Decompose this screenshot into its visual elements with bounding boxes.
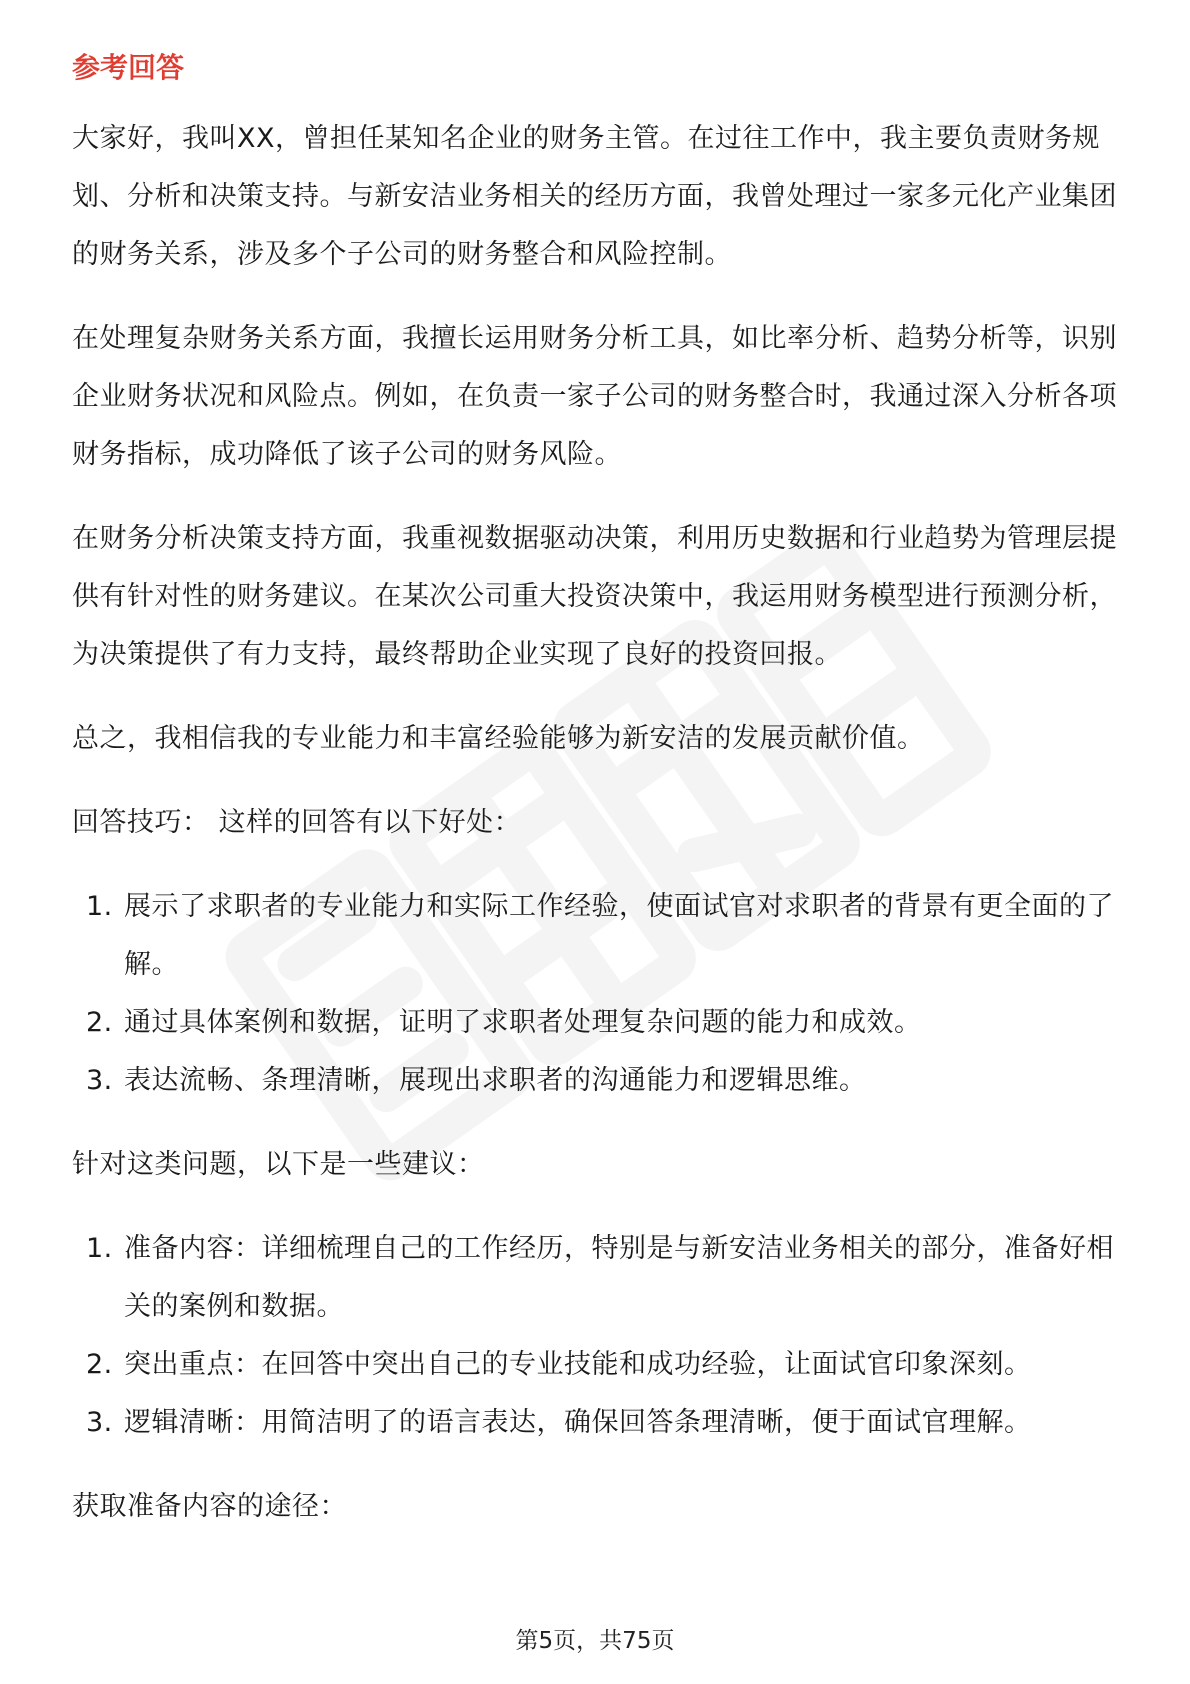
advice-list bbox=[72, 1220, 1132, 1452]
paragraph-intro: 大家好，我叫XX，曾担任某知名企业的财务主管。在过往工作中，我主要负责财务规划、分析和决策支持。与新安洁业务相关的经历方面，我曾处理过一家多元化产业集团的财务关系，涉及多个子公司的财务整合和风险控制。 bbox=[72, 123, 1117, 270]
list-item bbox=[72, 1052, 1132, 1110]
list-item bbox=[72, 1220, 1132, 1336]
tips-heading: 回答技巧： 这样的回答有以下好处： bbox=[72, 807, 522, 838]
list-item bbox=[72, 994, 1132, 1052]
list-text: 通过具体案例和数据，证明了求职者处理复杂问题的能力和成效。 bbox=[124, 1007, 922, 1038]
list-text: 展示了求职者的专业能力和实际工作经验，使面试官对求职者的背景有更全面的了解。 bbox=[124, 891, 1114, 980]
list-text: 突出重点：在回答中突出自己的专业技能和成功经验，让面试官印象深刻。 bbox=[124, 1349, 1032, 1380]
advice-heading: 针对这类问题，以下是一些建议： bbox=[72, 1149, 485, 1180]
closing-heading: 获取准备内容的途径： bbox=[72, 1491, 347, 1522]
list-number: 2. bbox=[86, 1349, 113, 1380]
list-number: 2. bbox=[86, 1007, 113, 1038]
page-footer: 第5页，共75页 bbox=[515, 1628, 675, 1654]
tips-list bbox=[72, 878, 1132, 1110]
list-number: 3. bbox=[86, 1407, 113, 1438]
list-item bbox=[72, 1336, 1132, 1394]
paragraph-summary: 总之，我相信我的专业能力和丰富经验能够为新安洁的发展贡献价值。 bbox=[72, 723, 925, 754]
list-number: 1. bbox=[86, 891, 113, 922]
list-text: 准备内容：详细梳理自己的工作经历，特别是与新安洁业务相关的部分，准备好相关的案例和数据。 bbox=[124, 1233, 1114, 1322]
document-page bbox=[72, 48, 1132, 1562]
list-item bbox=[72, 878, 1132, 994]
list-text: 逻辑清晰：用简洁明了的语言表达，确保回答条理清晰，便于面试官理解。 bbox=[124, 1407, 1032, 1438]
paragraph-decision-support: 在财务分析决策支持方面，我重视数据驱动决策，利用历史数据和行业趋势为管理层提供有针对性的财务建议。在某次公司重大投资决策中，我运用财务模型进行预测分析，为决策提供了有力支持，最终帮助企业实现了良好的投资回报。 bbox=[72, 523, 1117, 670]
list-number: 3. bbox=[86, 1065, 113, 1096]
list-number: 1. bbox=[86, 1233, 113, 1264]
section-title: 参考回答 bbox=[72, 51, 185, 84]
list-item bbox=[72, 1394, 1132, 1452]
list-text: 表达流畅、条理清晰，展现出求职者的沟通能力和逻辑思维。 bbox=[124, 1065, 867, 1096]
paragraph-complex-finance: 在处理复杂财务关系方面，我擅长运用财务分析工具，如比率分析、趋势分析等，识别企业财务状况和风险点。例如，在负责一家子公司的财务整合时，我通过深入分析各项财务指标，成功降低了该子公司的财务风险。 bbox=[72, 323, 1117, 470]
